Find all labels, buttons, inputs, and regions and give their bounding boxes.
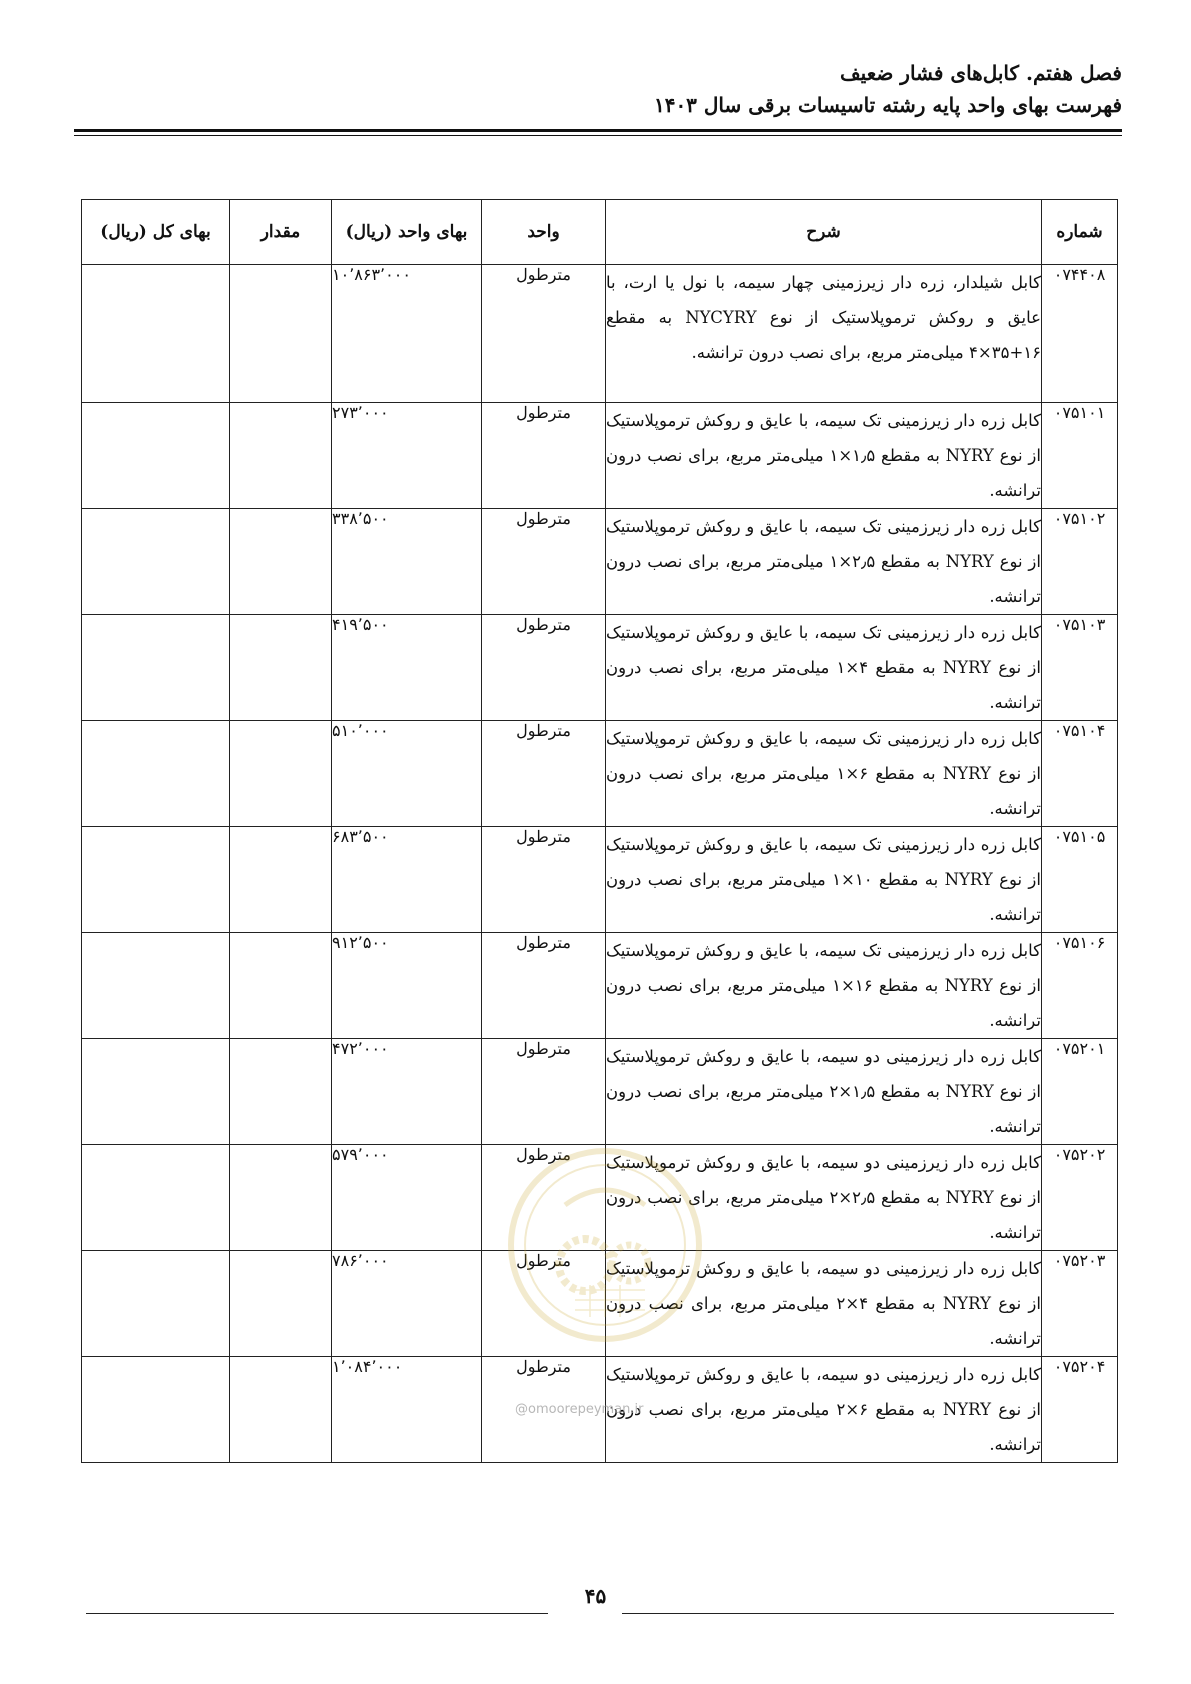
header-unit: واحد [482,200,606,265]
item-code: ۰۷۵۱۰۴ [1042,721,1118,827]
item-unit: مترطول [482,1145,606,1251]
table-row [82,827,1118,933]
item-code: ۰۷۵۲۰۴ [1042,1357,1118,1463]
item-quantity [230,265,332,403]
table-row [82,721,1118,827]
item-quantity [230,615,332,721]
item-description: کابل زره دار زیرزمینی تک سیمه، با عایق و روکش ترموپلاستیک از نوع NYRY به مقطع ۶×۱ میلی‌متر مربع، برای نصب درون ترانشه. [606,721,1042,827]
item-unit: مترطول [482,721,606,827]
header-total-price: بهای کل (ریال) [82,200,230,265]
table-row [82,265,1118,403]
item-unit-price: ۷۸۶٬۰۰۰ [332,1251,482,1357]
table-row [82,509,1118,615]
item-description: کابل زره دار زیرزمینی تک سیمه، با عایق و روکش ترموپلاستیک از نوع NYRY به مقطع ۱٫۵×۱ میلی‌متر مربع، برای نصب درون ترانشه. [606,403,1042,509]
header-description: شرح [606,200,1042,265]
item-quantity [230,933,332,1039]
item-description: کابل زره دار زیرزمینی تک سیمه، با عایق و روکش ترموپلاستیک از نوع NYRY به مقطع ۱۶×۱ میلی‌متر مربع، برای نصب درون ترانشه. [606,933,1042,1039]
item-code: ۰۷۴۴۰۸ [1042,265,1118,403]
item-unit: مترطول [482,1039,606,1145]
header-unit-price: بهای واحد (ریال) [332,200,482,265]
table-row [82,1145,1118,1251]
page-number: ۴۵ [584,1584,607,1608]
item-unit-price: ۵۱۰٬۰۰۰ [332,721,482,827]
item-description: کابل زره دار زیرزمینی تک سیمه، با عایق و روکش ترموپلاستیک از نوع NYRY به مقطع ۴×۱ میلی‌متر مربع، برای نصب درون ترانشه. [606,615,1042,721]
item-unit-price: ۱٬۰۸۴٬۰۰۰ [332,1357,482,1463]
item-code: ۰۷۵۱۰۱ [1042,403,1118,509]
item-total-price [82,1251,230,1357]
item-description: کابل زره دار زیرزمینی دو سیمه، با عایق و روکش ترموپلاستیک از نوع NYRY به مقطع ۴×۲ میلی‌متر مربع، برای نصب درون ترانشه. [606,1251,1042,1357]
footer-rule-right [622,1613,1114,1614]
item-unit: مترطول [482,1357,606,1463]
item-description: کابل زره دار زیرزمینی دو سیمه، با عایق و روکش ترموپلاستیک از نوع NYRY به مقطع ۲٫۵×۲ میلی‌متر مربع، برای نصب درون ترانشه. [606,1145,1042,1251]
item-description: کابل زره دار زیرزمینی دو سیمه، با عایق و روکش ترموپلاستیک از نوع NYRY به مقطع ۶×۲ میلی‌متر مربع، برای نصب درون ترانشه. [606,1357,1042,1463]
item-quantity [230,1357,332,1463]
item-unit: مترطول [482,265,606,403]
item-quantity [230,1251,332,1357]
header-quantity: مقدار [230,200,332,265]
table-row [82,1039,1118,1145]
item-description: کابل زره دار زیرزمینی تک سیمه، با عایق و روکش ترموپلاستیک از نوع NYRY به مقطع ۱۰×۱ میلی‌متر مربع، برای نصب درون ترانشه. [606,827,1042,933]
price-list-table [81,199,1118,1463]
item-quantity [230,1039,332,1145]
table-row [82,933,1118,1039]
item-total-price [82,721,230,827]
table-row [82,403,1118,509]
item-description: کابل زره دار زیرزمینی دو سیمه، با عایق و روکش ترموپلاستیک از نوع NYRY به مقطع ۱٫۵×۲ میلی‌متر مربع، برای نصب درون ترانشه. [606,1039,1042,1145]
item-unit: مترطول [482,1251,606,1357]
item-unit: مترطول [482,827,606,933]
watermark-text: @omoorepeyman.ir [515,1402,644,1417]
item-code: ۰۷۵۱۰۲ [1042,509,1118,615]
item-quantity [230,1145,332,1251]
item-unit: مترطول [482,509,606,615]
header-code: شماره [1042,200,1118,265]
item-total-price [82,827,230,933]
item-code: ۰۷۵۱۰۳ [1042,615,1118,721]
chapter-title: فصل هفتم. کابل‌های فشار ضعیف [839,61,1122,85]
header-rule-thick [74,129,1122,132]
item-total-price [82,403,230,509]
item-unit-price: ۴۱۹٬۵۰۰ [332,615,482,721]
item-quantity [230,827,332,933]
item-code: ۰۷۵۲۰۱ [1042,1039,1118,1145]
item-description: کابل زره دار زیرزمینی تک سیمه، با عایق و روکش ترموپلاستیک از نوع NYRY به مقطع ۲٫۵×۱ میلی‌متر مربع، برای نصب درون ترانشه. [606,509,1042,615]
table-row [82,615,1118,721]
item-unit-price: ۴۷۲٬۰۰۰ [332,1039,482,1145]
page-header [74,58,1122,120]
table-row [82,1251,1118,1357]
item-total-price [82,265,230,403]
item-unit-price: ۱۰٬۸۶۳٬۰۰۰ [332,265,482,403]
footer-rule-left [86,1613,548,1614]
item-total-price [82,1039,230,1145]
item-unit: مترطول [482,615,606,721]
item-code: ۰۷۵۱۰۶ [1042,933,1118,1039]
item-total-price [82,1145,230,1251]
item-total-price [82,1357,230,1463]
item-code: ۰۷۵۱۰۵ [1042,827,1118,933]
table-header-row [82,200,1118,265]
item-unit-price: ۹۱۲٬۵۰۰ [332,933,482,1039]
item-quantity [230,403,332,509]
item-code: ۰۷۵۲۰۲ [1042,1145,1118,1251]
item-unit-price: ۲۷۳٬۰۰۰ [332,403,482,509]
header-rule-thin [74,135,1122,136]
item-total-price [82,615,230,721]
item-total-price [82,509,230,615]
item-quantity [230,721,332,827]
item-description: کابل شیلدار، زره دار زیرزمینی چهار سیمه، با نول یا ارت، با عایق و روکش ترموپلاستیک از نوع NYCYRY به مقطع ۱۶+۳۵×۴ میلی‌متر مربع، برای نصب درون ترانشه. [606,265,1042,403]
item-quantity [230,509,332,615]
document-title: فهرست بهای واحد پایه رشته تاسیسات برقی سال ۱۴۰۳ [653,93,1122,117]
item-total-price [82,933,230,1039]
item-unit-price: ۵۷۹٬۰۰۰ [332,1145,482,1251]
item-unit: مترطول [482,933,606,1039]
item-unit-price: ۶۸۳٬۵۰۰ [332,827,482,933]
item-unit: مترطول [482,403,606,509]
item-code: ۰۷۵۲۰۳ [1042,1251,1118,1357]
item-unit-price: ۳۳۸٬۵۰۰ [332,509,482,615]
